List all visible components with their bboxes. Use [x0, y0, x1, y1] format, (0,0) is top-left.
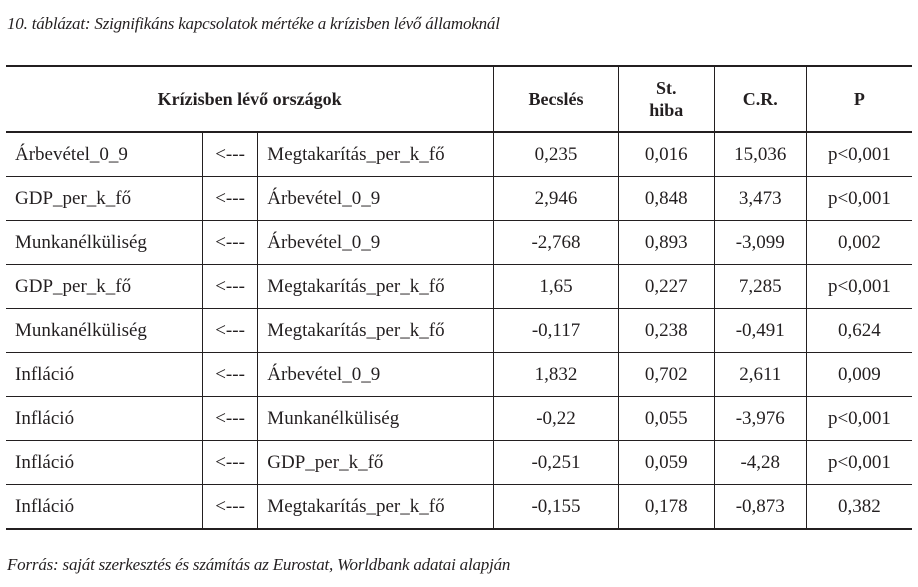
- cell-dependent: Infláció: [6, 441, 202, 485]
- cell-estimate: 2,946: [494, 177, 619, 221]
- table-row: [6, 397, 912, 441]
- cell-arrow: <---: [202, 177, 257, 221]
- header-row: [6, 66, 912, 132]
- cell-p: p<0,001: [806, 177, 912, 221]
- cell-arrow: <---: [202, 485, 257, 530]
- cell-dependent: GDP_per_k_fő: [6, 177, 202, 221]
- cell-independent: Árbevétel_0_9: [258, 353, 494, 397]
- cell-estimate: 1,65: [494, 265, 619, 309]
- cell-arrow: <---: [202, 132, 257, 177]
- cell-std-error: 0,238: [618, 309, 714, 353]
- cell-independent: Megtakarítás_per_k_fő: [258, 265, 494, 309]
- cell-arrow: <---: [202, 309, 257, 353]
- cell-arrow: <---: [202, 221, 257, 265]
- cell-p: 0,624: [806, 309, 912, 353]
- cell-arrow: <---: [202, 353, 257, 397]
- cell-std-error: 0,016: [618, 132, 714, 177]
- header-std-error-line1: St.: [655, 78, 677, 98]
- cell-cr: -3,976: [714, 397, 806, 441]
- cell-cr: 7,285: [714, 265, 806, 309]
- cell-independent: Megtakarítás_per_k_fő: [258, 485, 494, 530]
- cell-cr: 3,473: [714, 177, 806, 221]
- cell-estimate: -0,155: [494, 485, 619, 530]
- header-cr: C.R.: [714, 66, 806, 132]
- cell-estimate: -0,22: [494, 397, 619, 441]
- cell-std-error: 0,893: [618, 221, 714, 265]
- cell-cr: -0,873: [714, 485, 806, 530]
- cell-estimate: -0,251: [494, 441, 619, 485]
- cell-arrow: <---: [202, 265, 257, 309]
- header-std-error: [618, 66, 714, 132]
- cell-dependent: Infláció: [6, 485, 202, 530]
- cell-p: p<0,001: [806, 132, 912, 177]
- table-row: [6, 265, 912, 309]
- cell-estimate: -0,117: [494, 309, 619, 353]
- cell-std-error: 0,702: [618, 353, 714, 397]
- cell-cr: 15,036: [714, 132, 806, 177]
- cell-independent: Megtakarítás_per_k_fő: [258, 132, 494, 177]
- table-caption: 10. táblázat: Szignifikáns kapcsolatok mértéke a krízisben lévő államoknál: [7, 14, 500, 33]
- cell-p: 0,382: [806, 485, 912, 530]
- cell-std-error: 0,178: [618, 485, 714, 530]
- table-row: [6, 132, 912, 177]
- cell-std-error: 0,059: [618, 441, 714, 485]
- table-row: [6, 309, 912, 353]
- regression-table: [6, 65, 912, 530]
- header-group: Krízisben lévő országok: [6, 66, 494, 132]
- table-row: [6, 441, 912, 485]
- cell-independent: Munkanélküliség: [258, 397, 494, 441]
- cell-dependent: GDP_per_k_fő: [6, 265, 202, 309]
- cell-dependent: Infláció: [6, 353, 202, 397]
- cell-p: 0,009: [806, 353, 912, 397]
- table-row: [6, 177, 912, 221]
- table-row: [6, 485, 912, 530]
- cell-dependent: Munkanélküliség: [6, 309, 202, 353]
- table-row: [6, 353, 912, 397]
- cell-independent: Megtakarítás_per_k_fő: [258, 309, 494, 353]
- cell-cr: -0,491: [714, 309, 806, 353]
- cell-arrow: <---: [202, 397, 257, 441]
- cell-dependent: Munkanélküliség: [6, 221, 202, 265]
- cell-p: 0,002: [806, 221, 912, 265]
- table-row: [6, 221, 912, 265]
- cell-dependent: Infláció: [6, 397, 202, 441]
- cell-dependent: Árbevétel_0_9: [6, 132, 202, 177]
- cell-estimate: 1,832: [494, 353, 619, 397]
- cell-independent: Árbevétel_0_9: [258, 221, 494, 265]
- cell-estimate: 0,235: [494, 132, 619, 177]
- cell-std-error: 0,055: [618, 397, 714, 441]
- header-p: P: [806, 66, 912, 132]
- cell-arrow: <---: [202, 441, 257, 485]
- header-estimate: Becslés: [494, 66, 619, 132]
- header-std-error-line2: hiba: [649, 100, 684, 120]
- cell-independent: Árbevétel_0_9: [258, 177, 494, 221]
- cell-p: p<0,001: [806, 441, 912, 485]
- cell-cr: 2,611: [714, 353, 806, 397]
- cell-p: p<0,001: [806, 397, 912, 441]
- cell-std-error: 0,848: [618, 177, 714, 221]
- cell-independent: GDP_per_k_fő: [258, 441, 494, 485]
- source-note: Forrás: saját szerkesztés és számítás az Eurostat, Worldbank adatai alapján: [7, 555, 511, 574]
- cell-cr: -3,099: [714, 221, 806, 265]
- cell-cr: -4,28: [714, 441, 806, 485]
- cell-std-error: 0,227: [618, 265, 714, 309]
- cell-p: p<0,001: [806, 265, 912, 309]
- cell-estimate: -2,768: [494, 221, 619, 265]
